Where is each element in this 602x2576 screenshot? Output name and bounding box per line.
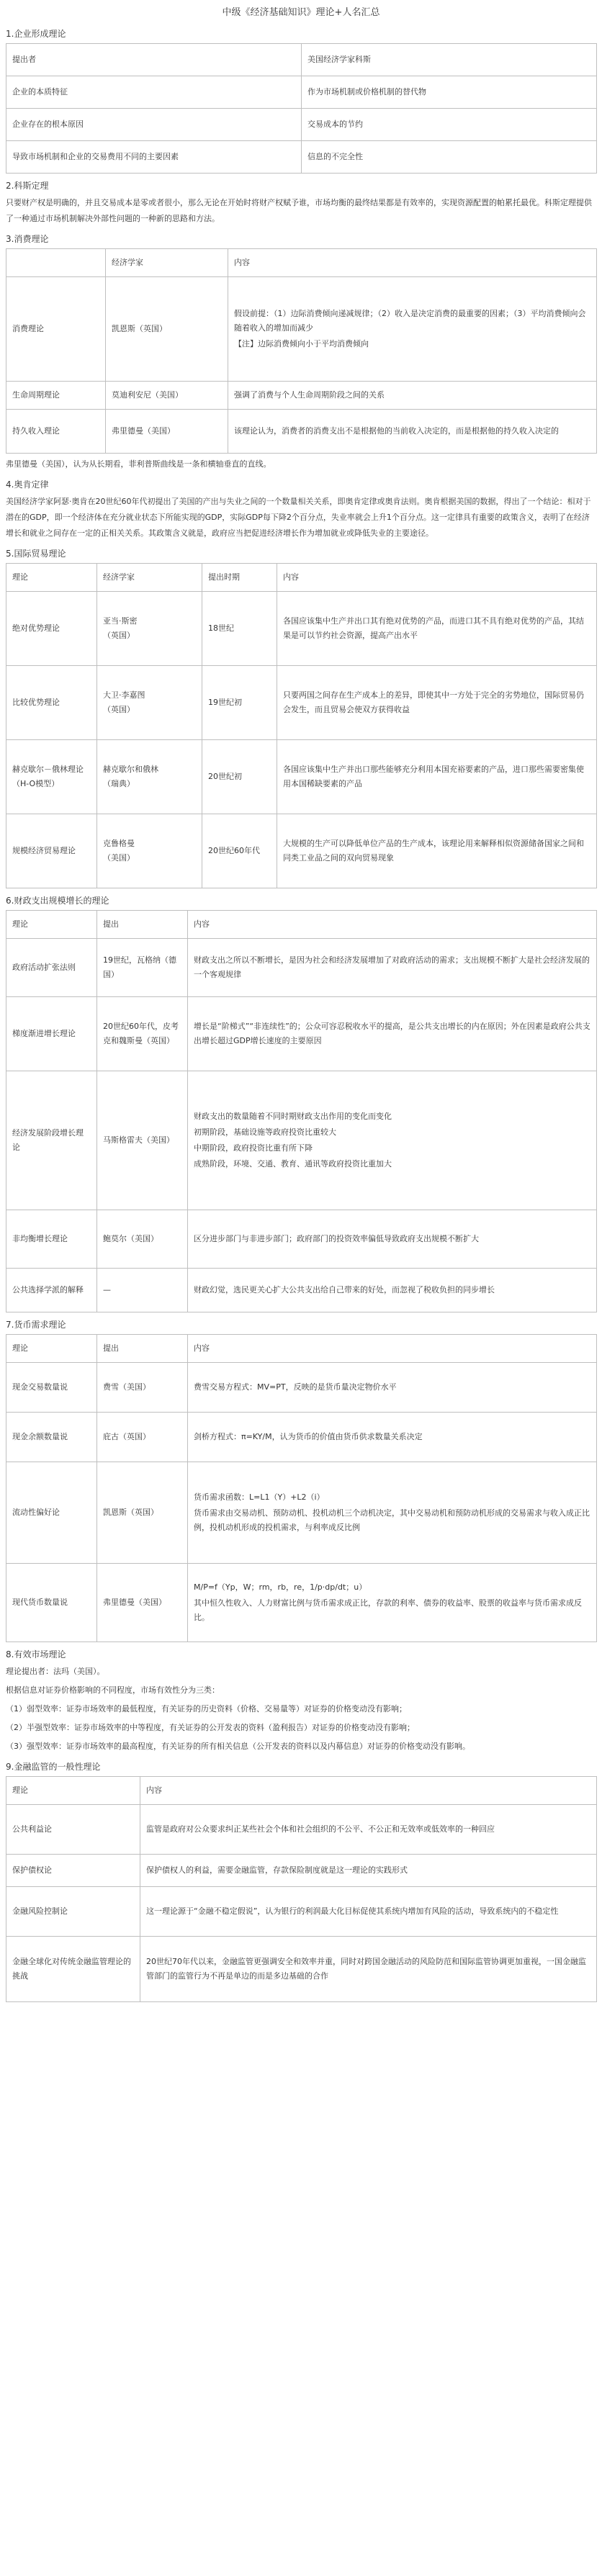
table-cell: 政府活动扩张法则	[6, 939, 97, 997]
cell-text: 其中恒久性收入、人力财富比例与货币需求成正比，存款的利率、债券的收益率、股票的收益率与货币需求成反比。	[194, 1598, 582, 1622]
column-header: 提出	[97, 1335, 188, 1363]
table-row	[6, 997, 597, 1071]
table-row	[6, 1413, 597, 1462]
efficient-market-strong: （3）强型效率：证券市场效率的最高程度，有关证券的所有相关信息（公开发表的资料以及内幕信息）对证券的价格变动没有影响。	[6, 1742, 470, 1751]
consumption-theory-table	[6, 248, 597, 454]
table-cell: 企业存在的根本原因	[6, 109, 302, 141]
table-row	[6, 1071, 597, 1210]
table-cell: 大规模的生产可以降低单位产品的生产成本，该理论用来解释相似资源储备国家之间和同类工业品之间的双向贸易现象	[277, 814, 597, 888]
section-heading-fiscal-expenditure-theory: 6.财政支出规模增长的理论	[6, 896, 109, 906]
table-cell: 各国应该集中生产并出口其有绝对优势的产品，而进口其不具有绝对优势的产品，其结果是可以节约社会资源，提高产出水平	[277, 592, 597, 666]
table-cell: 莫迪利安尼（美国）	[106, 382, 228, 410]
table-cell: 增长是“阶梯式”“非连续性”的；公众可容忍税收水平的提高，是公共支出增长的内在原因；外在因素是政府公共支出增长超过GDP增长速度的主要原因	[188, 997, 597, 1071]
economist-country: （英国）	[103, 631, 135, 640]
firm-theory-table	[6, 43, 597, 174]
table-cell: 19世纪初	[202, 666, 277, 740]
table-cell: 保护债权论	[6, 1855, 140, 1887]
section-heading-firm-theory: 1.企业形成理论	[6, 29, 66, 39]
table-cell: 规模经济贸易理论	[6, 814, 97, 888]
table-row	[6, 1269, 597, 1312]
economist-country: （瑞典）	[103, 779, 135, 788]
table-cell: 绝对优势理论	[6, 592, 97, 666]
table-cell: 流动性偏好论	[6, 1462, 97, 1564]
table-cell: 现代货币数量说	[6, 1564, 97, 1642]
table-row	[6, 382, 597, 410]
table-cell: 财政支出之所以不断增长，是因为社会和经济发展增加了对政府活动的需求；支出规模不断扩大是社会经济发展的一个客观规律	[188, 939, 597, 997]
table-cell: 保护债权人的利益，需要金融监管，存款保险制度就是这一理论的实践形式	[140, 1855, 597, 1887]
table-header-row	[6, 1335, 597, 1363]
column-header: 内容	[188, 911, 597, 939]
section-heading-trade-theory: 5.国际贸易理论	[6, 549, 66, 559]
table-row	[6, 740, 597, 814]
table-cell	[188, 1564, 597, 1642]
table-row	[6, 1805, 597, 1855]
table-cell: 信息的不完全性	[302, 141, 597, 174]
table-cell: 马斯格雷夫（美国）	[97, 1071, 188, 1210]
trade-theory-table	[6, 563, 597, 888]
section-heading-coase-theorem: 2.科斯定理	[6, 181, 49, 191]
table-cell: 梯度渐进增长理论	[6, 997, 97, 1071]
table-cell	[97, 814, 202, 888]
section-heading-financial-regulation-theory: 9.金融监管的一般性理论	[6, 1762, 101, 1772]
column-header: 内容	[277, 564, 597, 592]
column-header: 理论	[6, 1335, 97, 1363]
section-heading-money-demand-theory: 7.货币需求理论	[6, 1320, 66, 1330]
table-cell: 比较优势理论	[6, 666, 97, 740]
table-cell: 持久收入理论	[6, 410, 106, 454]
consumption-footer-text: 弗里德曼（美国），认为从长期看，菲利普斯曲线是一条和横轴垂直的直线。	[6, 459, 271, 469]
table-header-row	[6, 911, 597, 939]
table-cell	[97, 666, 202, 740]
column-header: 经济学家	[97, 564, 202, 592]
column-header: 内容	[188, 1335, 597, 1363]
formula-text: 货币需求函数：L=L1（Y）+L2（i）	[194, 1492, 325, 1502]
note-text: 【注】边际消费倾向小于平均消费倾向	[234, 339, 369, 348]
table-row	[6, 592, 597, 666]
table-cell	[97, 740, 202, 814]
table-cell: 20世纪60年代	[202, 814, 277, 888]
table-cell: 费雪（美国）	[97, 1363, 188, 1413]
table-cell: 凯恩斯（英国）	[97, 1462, 188, 1564]
column-header: 理论	[6, 911, 97, 939]
table-cell	[188, 1462, 597, 1564]
table-cell: 金融全球化对传统金融监管理论的挑战	[6, 1937, 140, 2002]
coase-theorem-text: 只要财产权是明确的，并且交易成本是零或者很小，那么无论在开始时将财产权赋予谁，市场均衡的最终结果都是有效率的，实现资源配置的帕累托最优。科斯定理提供了一种通过市场机制解决外部性问题的一种新的思路和方法。	[6, 198, 592, 223]
cell-text: 成熟阶段，环境、交通、教育、通讯等政府投资比重加大	[194, 1159, 392, 1168]
table-cell: 监管是政府对公众要求纠正某些社会个体和社会组织的不公平、不公正和无效率或低效率的一种回应	[140, 1805, 597, 1855]
financial-regulation-table	[6, 1776, 597, 2002]
column-header: 提出	[97, 911, 188, 939]
table-row	[6, 939, 597, 997]
section-heading-okun-law: 4.奥肯定律	[6, 479, 49, 490]
cell-text: 假设前提：（1）边际消费倾向递减规律；（2）收入是决定消费的最重要的因素；（3）平均消费倾向会随着收入的增加而减少	[234, 309, 586, 333]
table-cell: 剑桥方程式：π=KY/M，认为货币的价值由货币供求数量关系决定	[188, 1413, 597, 1462]
economist-country: （英国）	[103, 705, 135, 714]
table-row	[6, 141, 597, 174]
table-cell: 交易成本的节约	[302, 109, 597, 141]
cell-text: 初期阶段，基础设施等政府投资比重较大	[194, 1127, 336, 1137]
table-cell: 这一理论源于“金融不稳定假说”，认为银行的利润最大化目标促使其系统内增加有风险的活动，导致系统内的不稳定性	[140, 1887, 597, 1937]
table-row	[6, 410, 597, 454]
table-cell: 弗里德曼（美国）	[106, 410, 228, 454]
table-cell: 生命周期理论	[6, 382, 106, 410]
section-heading-consumption-theory: 3.消费理论	[6, 234, 49, 244]
table-cell: 弗里德曼（美国）	[97, 1564, 188, 1642]
table-row	[6, 1855, 597, 1887]
table-cell: 提出者	[6, 44, 302, 76]
table-cell: 该理论认为，消费者的消费支出不是根据他的当前收入决定的，而是根据他的持久收入决定的	[228, 410, 597, 454]
table-cell: —	[97, 1269, 188, 1312]
table-cell: 鲍莫尔（美国）	[97, 1210, 188, 1269]
table-cell: 只要两国之间存在生产成本上的差异，即使其中一方处于完全的劣势地位，国际贸易仍会发生，而且贸易会使双方获得收益	[277, 666, 597, 740]
table-header-row	[6, 249, 597, 277]
cell-text: 中期阶段，政府投资比重有所下降	[194, 1143, 313, 1153]
formula-text: M/P=f（Yp，W；rm，rb，re，1/p·dp/dt；u）	[194, 1582, 367, 1592]
table-row	[6, 1937, 597, 2002]
table-cell: 20世纪70年代以来，金融监管更强调安全和效率并重，同时对跨国金融活动的风险防范和国际监管协调更加重视，一国金融监管部门的监管行为不再是单边的而是多边基础的合作	[140, 1937, 597, 2002]
economist-name: 大卫·李嘉图	[103, 690, 145, 700]
column-header: 提出时期	[202, 564, 277, 592]
table-cell: 各国应该集中生产并出口那些能够充分利用本国充裕要素的产品，进口那些需要密集使用本国稀缺要素的产品	[277, 740, 597, 814]
efficient-market-weak: （1）弱型效率：证券市场效率的最低程度，有关证券的历史资料（价格、交易量等）对证券的价格变动没有影响；	[6, 1704, 407, 1713]
table-row	[6, 1462, 597, 1564]
column-header: 理论	[6, 564, 97, 592]
table-row	[6, 1887, 597, 1937]
table-cell: 非均衡增长理论	[6, 1210, 97, 1269]
table-cell: 区分进步部门与非进步部门；政府部门的投资效率偏低导致政府支出规模不断扩大	[188, 1210, 597, 1269]
table-cell: 凯恩斯（英国）	[106, 277, 228, 382]
economist-name: 克鲁格曼	[103, 839, 135, 848]
table-cell: 金融风险控制论	[6, 1887, 140, 1937]
column-header: 内容	[140, 1777, 597, 1805]
economist-name: 赫克歇尔和俄林	[103, 765, 158, 774]
money-demand-table	[6, 1334, 597, 1642]
table-row	[6, 76, 597, 109]
table-header-row	[6, 564, 597, 592]
efficient-market-proposer: 理论提出者：法玛（美国）。	[6, 1667, 105, 1676]
column-header: 经济学家	[106, 249, 228, 277]
table-cell: 20世纪初	[202, 740, 277, 814]
table-row	[6, 1363, 597, 1413]
fiscal-expenditure-table	[6, 910, 597, 1312]
table-cell: 作为市场机制或价格机制的替代物	[302, 76, 597, 109]
table-row	[6, 814, 597, 888]
column-header: 理论	[6, 1777, 140, 1805]
table-cell: 导致市场机制和企业的交易费用不同的主要因素	[6, 141, 302, 174]
table-row	[6, 109, 597, 141]
table-row	[6, 277, 597, 382]
table-cell: 财政幻觉，选民更关心扩大公共支出给自己带来的好处，而忽视了税收负担的同步增长	[188, 1269, 597, 1312]
table-cell: 现金余额数量说	[6, 1413, 97, 1462]
column-header: 内容	[228, 249, 597, 277]
cell-text: 货币需求由交易动机、预防动机、投机动机三个动机决定，其中交易动机和预防动机形成的交易需求与收入成正比例，投机动机形成的投机需求，与利率成反比例	[194, 1508, 590, 1532]
efficient-market-intro: 根据信息对证券价格影响的不同程度，市场有效性分为三类：	[6, 1685, 220, 1695]
table-cell: 企业的本质特征	[6, 76, 302, 109]
cell-text: 财政支出的数量随着不同时期财政支出作用的变化而变化	[194, 1112, 392, 1121]
table-cell: 公共利益论	[6, 1805, 140, 1855]
section-heading-efficient-market-theory: 8.有效市场理论	[6, 1649, 66, 1659]
table-cell: 强调了消费与个人生命周期阶段之间的关系	[228, 382, 597, 410]
table-cell: 18世纪	[202, 592, 277, 666]
table-header-row	[6, 1777, 597, 1805]
table-cell: 现金交易数量说	[6, 1363, 97, 1413]
table-cell	[228, 277, 597, 382]
table-row	[6, 1564, 597, 1642]
table-cell: 经济发展阶段增长理论	[6, 1071, 97, 1210]
table-cell: 费雪交易方程式：MV=PT，反映的是货币量决定物价水平	[188, 1363, 597, 1413]
table-cell: 20世纪60年代，皮考克和魏斯曼（英国）	[97, 997, 188, 1071]
table-cell	[97, 592, 202, 666]
document-title: 中级《经济基础知识》理论+人名汇总	[222, 7, 380, 18]
table-cell	[188, 1071, 597, 1210]
table-cell: 美国经济学家科斯	[302, 44, 597, 76]
table-cell: 庇古（英国）	[97, 1413, 188, 1462]
economist-name: 亚当·斯密	[103, 616, 138, 626]
table-row	[6, 44, 597, 76]
table-row	[6, 666, 597, 740]
economist-country: （美国）	[103, 853, 135, 863]
column-header	[6, 249, 106, 277]
table-cell: 19世纪，瓦格纳（德国）	[97, 939, 188, 997]
okun-law-text: 美国经济学家阿瑟·奥肯在20世纪60年代初提出了美国的产出与失业之间的一个数量相关关系，即奥肯定律或奥肯法则。奥肯根据美国的数据，得出了一个结论：相对于潜在的GDP，即一个经济体在充分就业状态下所能实现的GDP，实际GDP每下降2个百分点，失业率就会上升1个百分点。这一定律具有重要的政策含义，表明了在经济增长和就业之间存在一定的正相关关系。其政策含义就是，政府应当把促进经济增长作为增加就业或降低失业的主要途径。	[6, 497, 591, 538]
efficient-market-semi-strong: （2）半强型效率：证券市场效率的中等程度，有关证券的公开发表的资料（盈利报告）对证券的价格变动没有影响；	[6, 1723, 415, 1732]
table-cell: 公共选择学派的解释	[6, 1269, 97, 1312]
table-cell: 赫克歇尔－俄林理论（H-O模型）	[6, 740, 97, 814]
table-cell: 消费理论	[6, 277, 106, 382]
table-row	[6, 1210, 597, 1269]
